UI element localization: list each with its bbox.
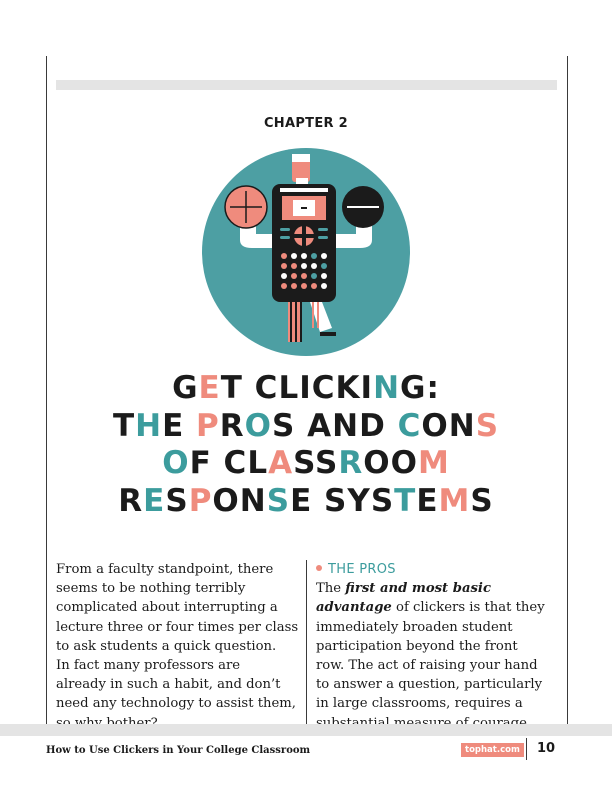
body-line: need any technology to assist them, (56, 696, 296, 712)
emphasis-text: first and most basic (345, 581, 491, 597)
title-line-4: RESPONSE SYSTEMS (118, 482, 494, 519)
body-line: to ask students a quick question. (56, 638, 277, 654)
body-line (316, 598, 562, 617)
body-line: In fact many professors are (56, 658, 241, 674)
body-line (316, 579, 562, 598)
clicker-top-strip (280, 188, 328, 192)
section-heading (316, 560, 562, 579)
column-divider (306, 560, 307, 724)
title-line-1: GET CLICKING: (172, 370, 440, 406)
body-line: lecture three or four times per class (56, 619, 299, 635)
footer-band (0, 724, 612, 736)
body-text: The (316, 581, 346, 597)
side-key-left-1 (280, 228, 290, 231)
page-title (0, 370, 612, 520)
footer-title: How to Use Clickers in Your College Classroom (46, 745, 311, 756)
chapter-label: CHAPTER 2 (263, 116, 349, 131)
body-line: participation beyond the front (316, 638, 518, 654)
dpad-horizontal (294, 234, 314, 238)
clicker-illustration (196, 148, 416, 356)
side-key-left-2 (280, 236, 290, 239)
side-key-right-1 (318, 228, 328, 231)
side-key-right-2 (318, 236, 328, 239)
body-line: already in such a habit, and don’t (56, 677, 281, 693)
figure-hair (292, 154, 310, 162)
footer-divider (526, 738, 527, 760)
title-line-3: OF CLASSROOM (162, 445, 450, 481)
body-line: seems to be nothing terribly (56, 581, 246, 597)
right-column-body (316, 560, 562, 733)
header-band (56, 80, 557, 90)
page-number: 10 (537, 741, 556, 756)
body-line: immediately broaden student (316, 619, 513, 635)
brand-link[interactable]: tophat.com (461, 743, 524, 757)
body-text: of clickers is that they (391, 600, 545, 616)
body-line: row. The act of raising your hand (316, 658, 538, 674)
body-line: complicated about interrupting a (56, 600, 278, 616)
body-line: From a faculty standpoint, there (56, 562, 274, 577)
body-line: in large classrooms, requires a (316, 696, 523, 712)
title-line-2: THE PROS AND CONS (112, 407, 500, 444)
section-heading-text: THE PROS (328, 562, 396, 577)
emphasis-text: advantage (316, 600, 392, 616)
clicker-screen-dash (301, 207, 307, 209)
bullet-dot-icon (316, 565, 322, 571)
body-line: to answer a question, particularly (316, 677, 543, 693)
left-column-body (56, 560, 302, 733)
